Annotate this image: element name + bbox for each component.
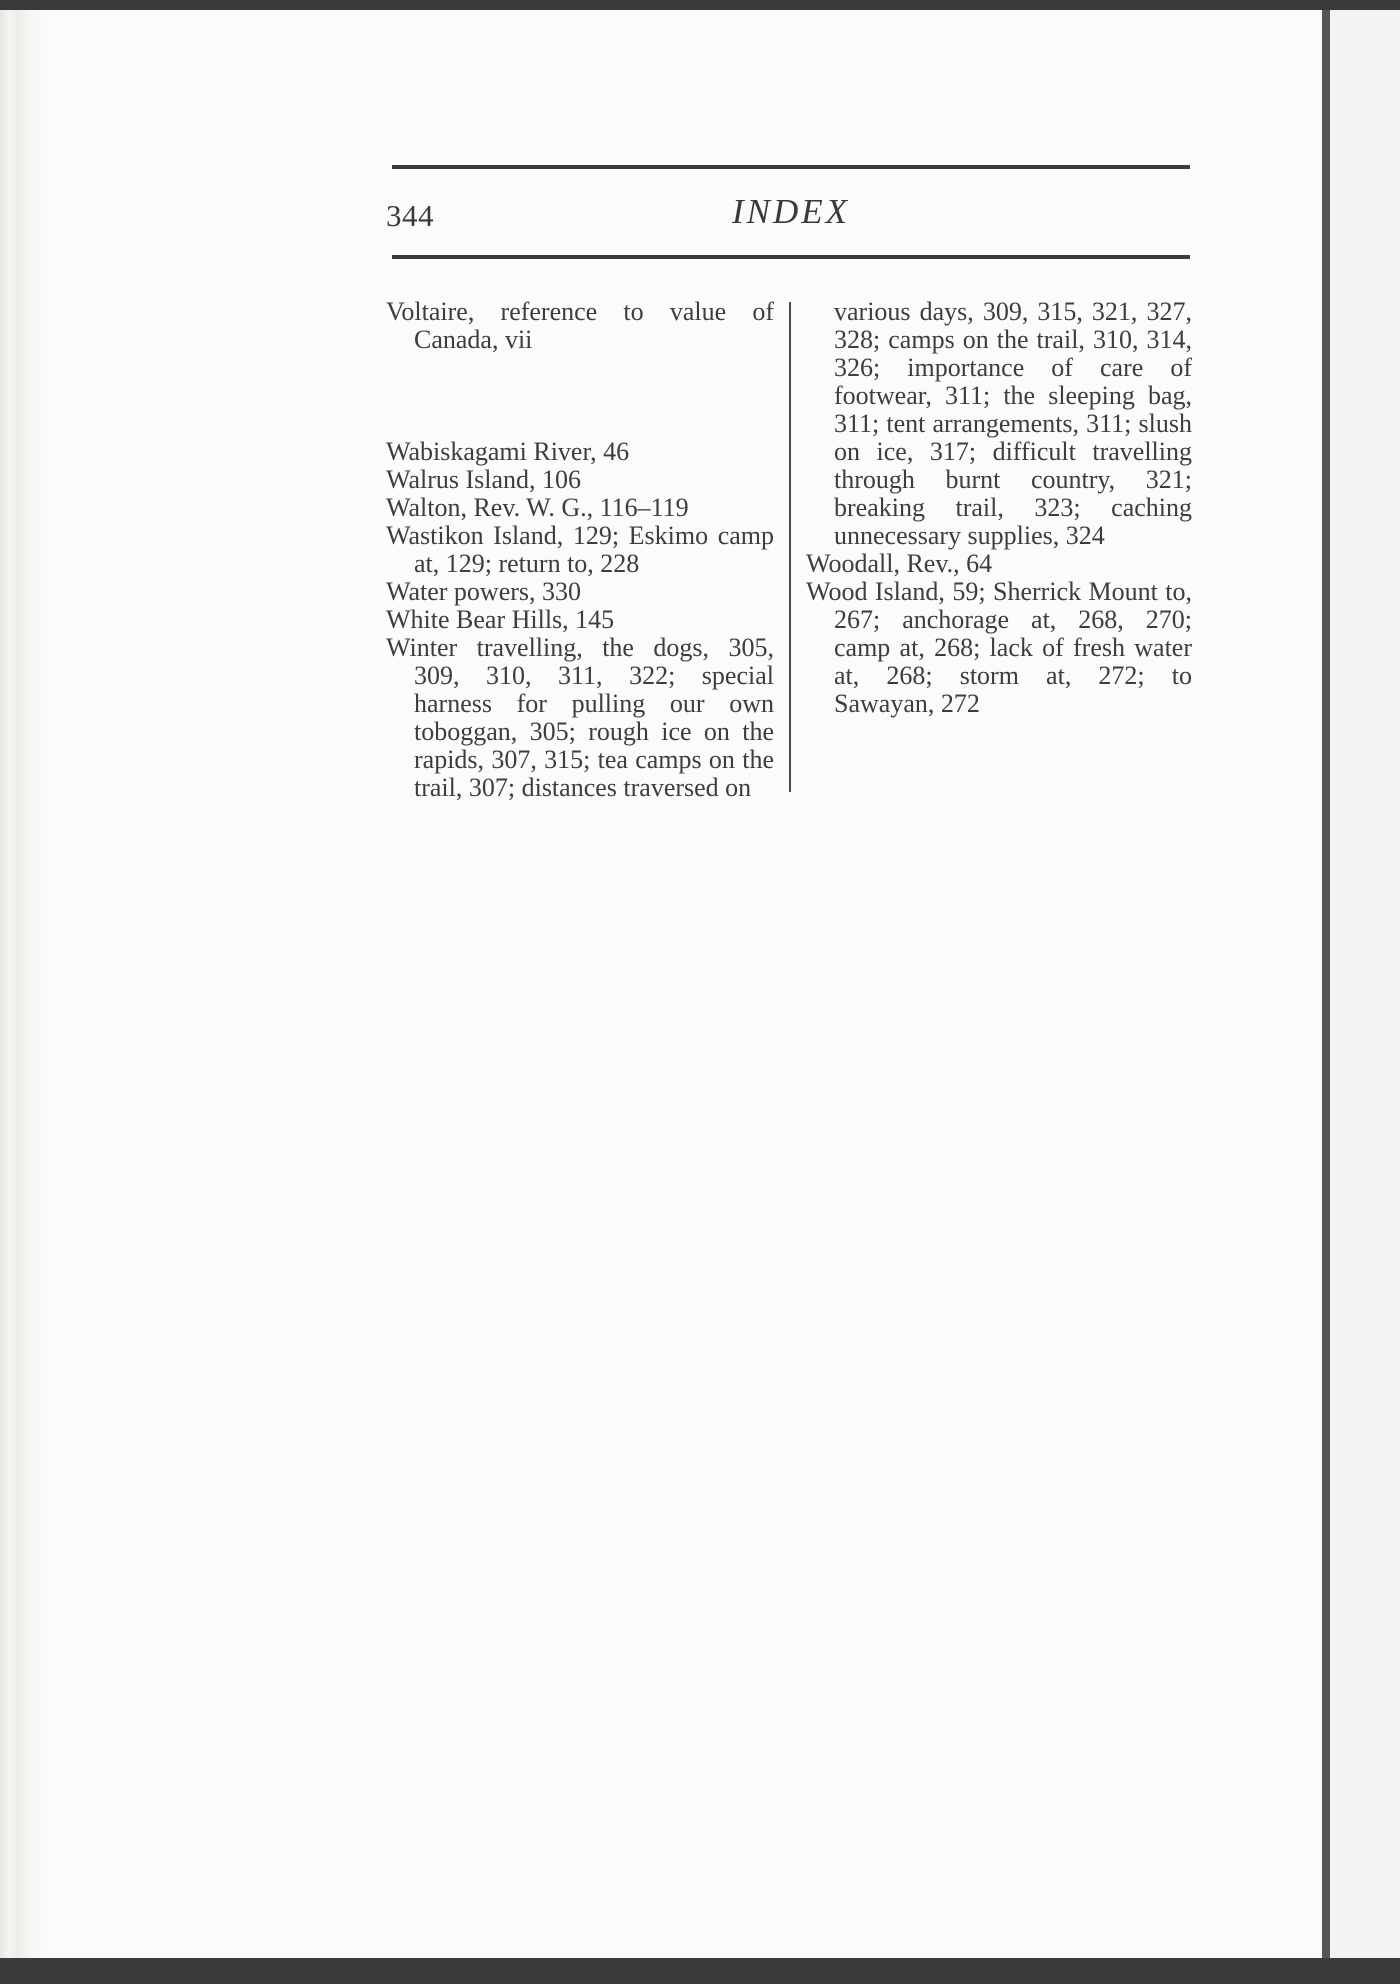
page-right-edge <box>1322 10 1330 1960</box>
header-rule-bottom <box>392 255 1190 259</box>
index-entry: Wood Island, 59; Sherrick Mount to, 267; anchorage at, 268, 270; camp at, 268; lack of fresh water at, 268; storm at, 272; to Sawayan, 272 <box>806 577 1192 718</box>
page-number: 344 <box>386 198 434 233</box>
index-entry: Walrus Island, 106 <box>386 465 582 494</box>
index-entry: Winter travelling, the dogs, 305, 309, 310, 311, 322; special harness for pulling our own toboggan, 305; rough ice on the rapids, 307, 315; tea camps on the trail, 307; distances traversed on <box>386 633 774 802</box>
scan-bottom-border <box>0 1958 1400 1984</box>
column-divider <box>789 302 791 792</box>
index-column-left <box>386 298 774 802</box>
letter-group-gap <box>386 354 774 438</box>
facing-page-strip <box>1330 10 1400 1960</box>
index-column-right <box>806 298 1192 718</box>
index-entry: Voltaire, reference to value of Canada, vii <box>386 297 774 354</box>
header-rule-top <box>392 165 1190 169</box>
index-entry: White Bear Hills, 145 <box>386 605 615 634</box>
running-head: INDEX <box>732 192 851 231</box>
page-stack-edge <box>0 10 52 1960</box>
index-entry: Walton, Rev. W. G., 116–119 <box>386 493 689 522</box>
index-entry: Water powers, 330 <box>386 577 582 606</box>
index-entry-continuation: various days, 309, 315, 321, 327, 328; camps on the trail, 310, 314, 326; importance of care of footwear, 311; the sleeping bag, 311; tent arrangements, 311; slush on ice, 317; difficult travelling through burnt country, 321; breaking trail, 323; caching unnecessary supplies, 324 <box>834 297 1192 550</box>
index-entry: Wabiskagami River, 46 <box>386 437 630 466</box>
index-entry: Wastikon Island, 129; Eskimo camp at, 129; return to, 228 <box>386 521 774 578</box>
index-entry: Woodall, Rev., 64 <box>806 549 993 578</box>
